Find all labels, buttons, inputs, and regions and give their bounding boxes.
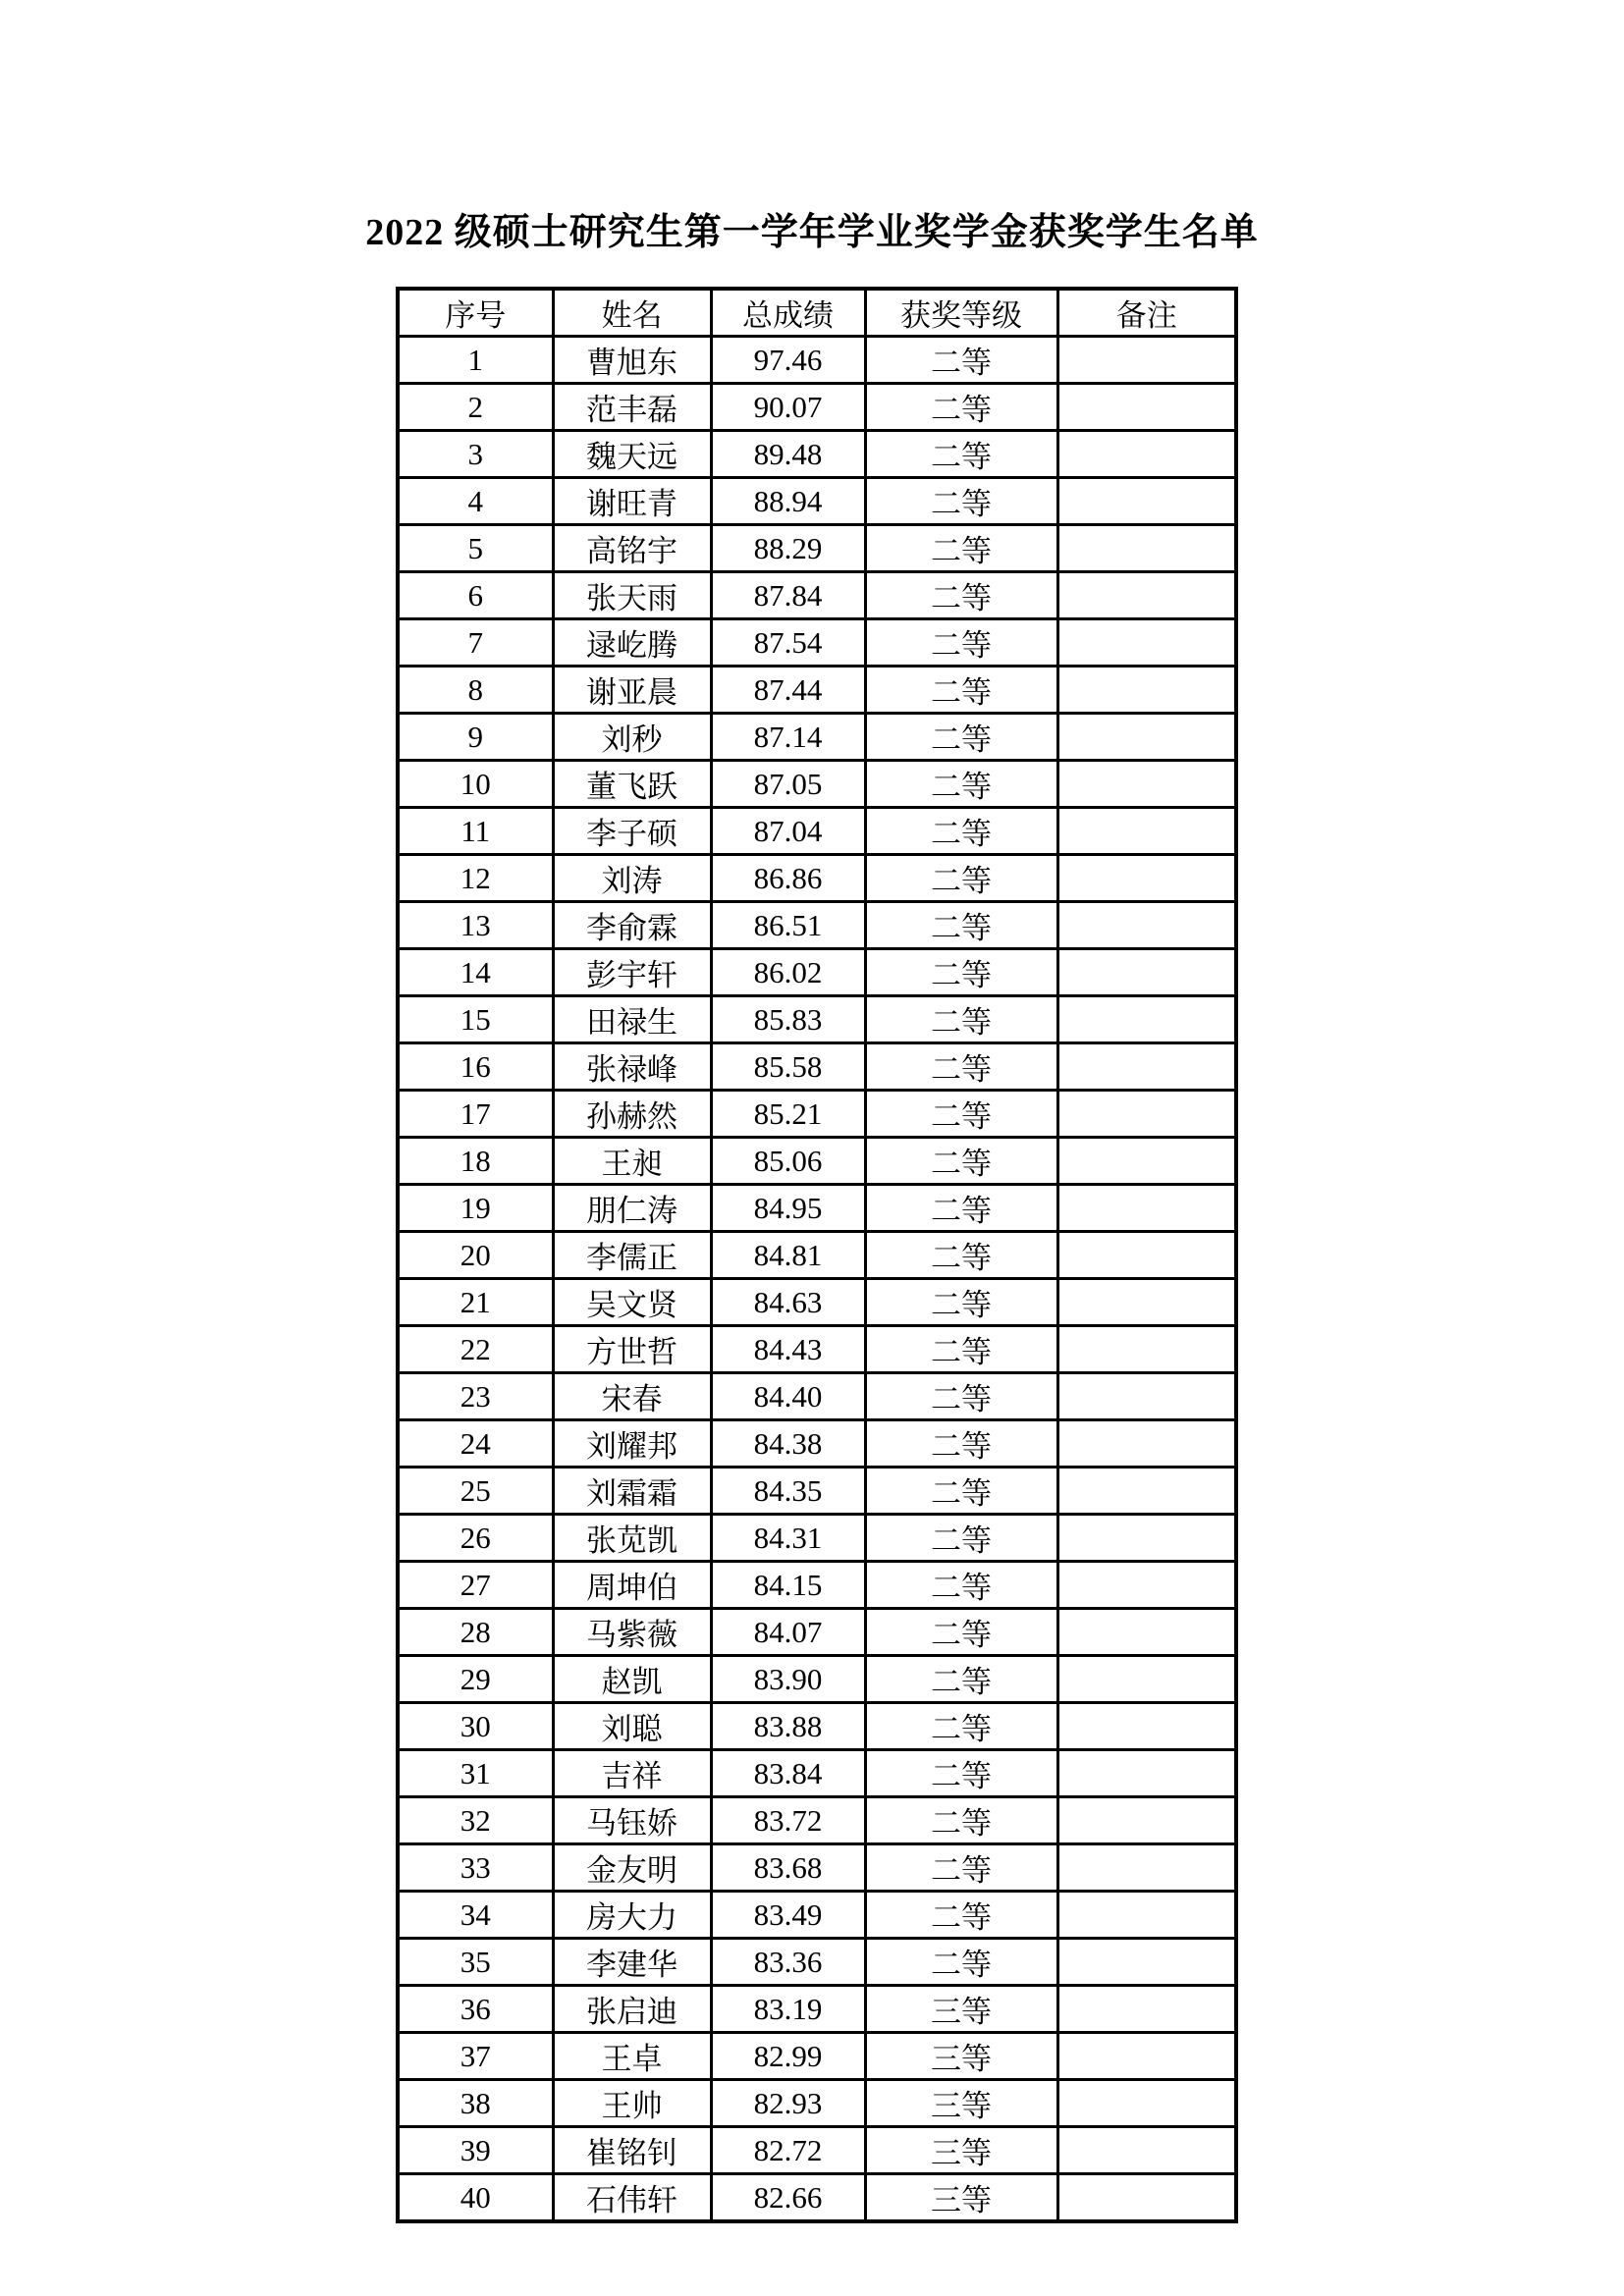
cell-level: 二等 — [865, 1609, 1057, 1656]
scholarship-table — [396, 287, 1238, 2223]
cell-remark — [1057, 1279, 1236, 1326]
table-row — [398, 1703, 1236, 1750]
cell-no: 25 — [398, 1468, 553, 1515]
cell-name: 刘聪 — [553, 1703, 711, 1750]
cell-score: 85.58 — [711, 1043, 865, 1091]
header-level: 获奖等级 — [865, 289, 1057, 337]
cell-no: 27 — [398, 1562, 553, 1609]
cell-remark — [1057, 949, 1236, 996]
cell-remark — [1057, 714, 1236, 761]
table-row — [398, 384, 1236, 431]
cell-name: 赵凯 — [553, 1656, 711, 1703]
table-row — [398, 2080, 1236, 2127]
cell-no: 6 — [398, 572, 553, 619]
cell-score: 87.04 — [711, 808, 865, 855]
cell-score: 84.15 — [711, 1562, 865, 1609]
cell-no: 34 — [398, 1892, 553, 1939]
cell-score: 84.07 — [711, 1609, 865, 1656]
cell-remark — [1057, 1750, 1236, 1797]
table-row — [398, 2033, 1236, 2080]
cell-level: 二等 — [865, 431, 1057, 478]
cell-remark — [1057, 1562, 1236, 1609]
cell-name: 张天雨 — [553, 572, 711, 619]
cell-name: 刘秒 — [553, 714, 711, 761]
table-row — [398, 1091, 1236, 1138]
cell-name: 吉祥 — [553, 1750, 711, 1797]
table-row — [398, 1373, 1236, 1420]
table-row — [398, 1750, 1236, 1797]
cell-remark — [1057, 996, 1236, 1043]
cell-score: 85.83 — [711, 996, 865, 1043]
cell-name: 李俞霖 — [553, 902, 711, 949]
cell-level: 二等 — [865, 1750, 1057, 1797]
cell-level: 二等 — [865, 1279, 1057, 1326]
cell-name: 董飞跃 — [553, 761, 711, 808]
cell-remark — [1057, 1656, 1236, 1703]
cell-no: 19 — [398, 1185, 553, 1232]
cell-remark — [1057, 808, 1236, 855]
cell-no: 22 — [398, 1326, 553, 1373]
cell-remark — [1057, 1609, 1236, 1656]
cell-name: 李建华 — [553, 1939, 711, 1986]
table-row — [398, 1562, 1236, 1609]
cell-no: 37 — [398, 2033, 553, 2080]
cell-no: 5 — [398, 525, 553, 572]
cell-level: 二等 — [865, 1939, 1057, 1986]
cell-name: 王昶 — [553, 1138, 711, 1185]
cell-no: 9 — [398, 714, 553, 761]
cell-no: 13 — [398, 902, 553, 949]
table-row — [398, 761, 1236, 808]
table-row — [398, 1844, 1236, 1892]
cell-level: 三等 — [865, 2080, 1057, 2127]
cell-level: 二等 — [865, 619, 1057, 667]
header-name: 姓名 — [553, 289, 711, 337]
cell-level: 三等 — [865, 2127, 1057, 2174]
table-row — [398, 949, 1236, 996]
header-no: 序号 — [398, 289, 553, 337]
cell-name: 张苋凯 — [553, 1515, 711, 1562]
cell-no: 18 — [398, 1138, 553, 1185]
cell-name: 崔铭钊 — [553, 2127, 711, 2174]
cell-remark — [1057, 855, 1236, 902]
cell-level: 二等 — [865, 525, 1057, 572]
cell-name: 曹旭东 — [553, 337, 711, 384]
cell-no: 29 — [398, 1656, 553, 1703]
cell-no: 4 — [398, 478, 553, 525]
cell-score: 86.86 — [711, 855, 865, 902]
cell-no: 36 — [398, 1986, 553, 2033]
table-row — [398, 1468, 1236, 1515]
cell-name: 石伟轩 — [553, 2174, 711, 2222]
cell-name: 刘耀邦 — [553, 1420, 711, 1468]
cell-score: 84.43 — [711, 1326, 865, 1373]
header-score: 总成绩 — [711, 289, 865, 337]
table-row — [398, 1609, 1236, 1656]
cell-level: 二等 — [865, 384, 1057, 431]
cell-name: 高铭宇 — [553, 525, 711, 572]
cell-level: 二等 — [865, 1326, 1057, 1373]
cell-remark — [1057, 1515, 1236, 1562]
cell-no: 39 — [398, 2127, 553, 2174]
cell-remark — [1057, 478, 1236, 525]
cell-level: 三等 — [865, 2033, 1057, 2080]
cell-level: 二等 — [865, 1844, 1057, 1892]
cell-score: 87.05 — [711, 761, 865, 808]
cell-level: 二等 — [865, 761, 1057, 808]
table-row — [398, 337, 1236, 384]
cell-level: 二等 — [865, 902, 1057, 949]
page-title: 2022 级硕士研究生第一学年学业奖学金获奖学生名单 — [365, 212, 1259, 253]
cell-level: 二等 — [865, 1892, 1057, 1939]
cell-score: 83.72 — [711, 1797, 865, 1844]
cell-score: 82.93 — [711, 2080, 865, 2127]
cell-score: 84.81 — [711, 1232, 865, 1279]
cell-score: 86.51 — [711, 902, 865, 949]
cell-no: 23 — [398, 1373, 553, 1420]
cell-score: 83.88 — [711, 1703, 865, 1750]
cell-score: 87.14 — [711, 714, 865, 761]
cell-name: 王帅 — [553, 2080, 711, 2127]
cell-name: 吴文贤 — [553, 1279, 711, 1326]
cell-level: 二等 — [865, 1232, 1057, 1279]
cell-no: 12 — [398, 855, 553, 902]
cell-name: 彭宇轩 — [553, 949, 711, 996]
cell-score: 83.49 — [711, 1892, 865, 1939]
cell-name: 宋春 — [553, 1373, 711, 1420]
cell-no: 24 — [398, 1420, 553, 1468]
cell-remark — [1057, 2080, 1236, 2127]
cell-name: 朋仁涛 — [553, 1185, 711, 1232]
cell-no: 33 — [398, 1844, 553, 1892]
cell-no: 40 — [398, 2174, 553, 2222]
cell-name: 李子硕 — [553, 808, 711, 855]
table-row — [398, 2174, 1236, 2222]
cell-name: 刘涛 — [553, 855, 711, 902]
cell-remark — [1057, 619, 1236, 667]
cell-no: 15 — [398, 996, 553, 1043]
cell-remark — [1057, 902, 1236, 949]
cell-no: 31 — [398, 1750, 553, 1797]
cell-no: 17 — [398, 1091, 553, 1138]
table-row — [398, 1279, 1236, 1326]
cell-remark — [1057, 1703, 1236, 1750]
table-row — [398, 1326, 1236, 1373]
cell-name: 逯屹腾 — [553, 619, 711, 667]
cell-score: 84.38 — [711, 1420, 865, 1468]
cell-remark — [1057, 1091, 1236, 1138]
cell-level: 三等 — [865, 1986, 1057, 2033]
cell-remark — [1057, 1844, 1236, 1892]
cell-score: 90.07 — [711, 384, 865, 431]
cell-remark — [1057, 1892, 1236, 1939]
table-row — [398, 1939, 1236, 1986]
table-row — [398, 1232, 1236, 1279]
table-row — [398, 855, 1236, 902]
cell-remark — [1057, 761, 1236, 808]
cell-score: 84.95 — [711, 1185, 865, 1232]
cell-score: 84.35 — [711, 1468, 865, 1515]
table-row — [398, 996, 1236, 1043]
cell-score: 83.90 — [711, 1656, 865, 1703]
table-row — [398, 714, 1236, 761]
cell-no: 20 — [398, 1232, 553, 1279]
cell-score: 84.40 — [711, 1373, 865, 1420]
cell-remark — [1057, 667, 1236, 714]
cell-name: 魏天远 — [553, 431, 711, 478]
cell-score: 97.46 — [711, 337, 865, 384]
cell-remark — [1057, 1939, 1236, 1986]
cell-score: 87.84 — [711, 572, 865, 619]
cell-level: 二等 — [865, 1515, 1057, 1562]
header-row — [398, 289, 1236, 337]
cell-level: 二等 — [865, 1656, 1057, 1703]
table-row — [398, 1986, 1236, 2033]
table-row — [398, 1138, 1236, 1185]
cell-name: 孙赫然 — [553, 1091, 711, 1138]
table-row — [398, 902, 1236, 949]
cell-name: 周坤伯 — [553, 1562, 711, 1609]
cell-level: 二等 — [865, 1373, 1057, 1420]
cell-remark — [1057, 2127, 1236, 2174]
table-row — [398, 1656, 1236, 1703]
cell-score: 83.19 — [711, 1986, 865, 2033]
cell-remark — [1057, 1185, 1236, 1232]
cell-score: 85.06 — [711, 1138, 865, 1185]
table-row — [398, 572, 1236, 619]
cell-remark — [1057, 384, 1236, 431]
cell-score: 82.72 — [711, 2127, 865, 2174]
cell-no: 1 — [398, 337, 553, 384]
cell-remark — [1057, 1797, 1236, 1844]
cell-level: 二等 — [865, 1703, 1057, 1750]
cell-level: 二等 — [865, 949, 1057, 996]
cell-level: 二等 — [865, 1185, 1057, 1232]
cell-level: 二等 — [865, 1468, 1057, 1515]
table-row — [398, 1892, 1236, 1939]
cell-no: 3 — [398, 431, 553, 478]
cell-remark — [1057, 2033, 1236, 2080]
cell-no: 26 — [398, 1515, 553, 1562]
cell-remark — [1057, 431, 1236, 478]
table-body — [398, 337, 1236, 2222]
table-row — [398, 1420, 1236, 1468]
cell-no: 28 — [398, 1609, 553, 1656]
cell-remark — [1057, 1373, 1236, 1420]
cell-score: 82.66 — [711, 2174, 865, 2222]
cell-remark — [1057, 572, 1236, 619]
cell-score: 85.21 — [711, 1091, 865, 1138]
cell-remark — [1057, 1468, 1236, 1515]
cell-level: 二等 — [865, 1420, 1057, 1468]
cell-no: 38 — [398, 2080, 553, 2127]
table-row — [398, 478, 1236, 525]
cell-score: 88.94 — [711, 478, 865, 525]
cell-level: 二等 — [865, 478, 1057, 525]
table-row — [398, 808, 1236, 855]
cell-score: 88.29 — [711, 525, 865, 572]
cell-name: 方世哲 — [553, 1326, 711, 1373]
cell-score: 83.36 — [711, 1939, 865, 1986]
table-row — [398, 1797, 1236, 1844]
cell-no: 10 — [398, 761, 553, 808]
cell-remark — [1057, 1986, 1236, 2033]
cell-remark — [1057, 1043, 1236, 1091]
cell-remark — [1057, 1420, 1236, 1468]
cell-level: 二等 — [865, 1562, 1057, 1609]
cell-name: 张禄峰 — [553, 1043, 711, 1091]
cell-level: 二等 — [865, 1138, 1057, 1185]
table-row — [398, 619, 1236, 667]
cell-name: 马钰娇 — [553, 1797, 711, 1844]
cell-remark — [1057, 337, 1236, 384]
cell-score: 84.63 — [711, 1279, 865, 1326]
cell-score: 82.99 — [711, 2033, 865, 2080]
cell-score: 83.84 — [711, 1750, 865, 1797]
table-row — [398, 2127, 1236, 2174]
table-row — [398, 431, 1236, 478]
cell-no: 21 — [398, 1279, 553, 1326]
cell-score: 84.31 — [711, 1515, 865, 1562]
cell-level: 二等 — [865, 1091, 1057, 1138]
cell-level: 二等 — [865, 855, 1057, 902]
cell-score: 83.68 — [711, 1844, 865, 1892]
cell-level: 二等 — [865, 808, 1057, 855]
cell-name: 刘霜霜 — [553, 1468, 711, 1515]
cell-remark — [1057, 2174, 1236, 2222]
cell-level: 二等 — [865, 996, 1057, 1043]
cell-name: 田禄生 — [553, 996, 711, 1043]
table-row — [398, 1515, 1236, 1562]
cell-remark — [1057, 1232, 1236, 1279]
cell-no: 14 — [398, 949, 553, 996]
header-remark: 备注 — [1057, 289, 1236, 337]
cell-name: 谢旺青 — [553, 478, 711, 525]
table-row — [398, 525, 1236, 572]
cell-no: 30 — [398, 1703, 553, 1750]
cell-name: 谢亚晨 — [553, 667, 711, 714]
cell-name: 金友明 — [553, 1844, 711, 1892]
cell-level: 二等 — [865, 337, 1057, 384]
cell-name: 马紫薇 — [553, 1609, 711, 1656]
cell-level: 二等 — [865, 1797, 1057, 1844]
cell-no: 7 — [398, 619, 553, 667]
cell-level: 二等 — [865, 667, 1057, 714]
cell-level: 三等 — [865, 2174, 1057, 2222]
cell-no: 8 — [398, 667, 553, 714]
cell-no: 2 — [398, 384, 553, 431]
cell-level: 二等 — [865, 572, 1057, 619]
cell-no: 32 — [398, 1797, 553, 1844]
cell-remark — [1057, 1326, 1236, 1373]
cell-name: 房大力 — [553, 1892, 711, 1939]
cell-score: 87.54 — [711, 619, 865, 667]
table-row — [398, 1185, 1236, 1232]
cell-remark — [1057, 525, 1236, 572]
cell-score: 86.02 — [711, 949, 865, 996]
cell-name: 李儒正 — [553, 1232, 711, 1279]
cell-name: 张启迪 — [553, 1986, 711, 2033]
cell-remark — [1057, 1138, 1236, 1185]
cell-no: 35 — [398, 1939, 553, 1986]
table-header — [398, 289, 1236, 337]
cell-level: 二等 — [865, 1043, 1057, 1091]
cell-score: 87.44 — [711, 667, 865, 714]
cell-name: 范丰磊 — [553, 384, 711, 431]
table-row — [398, 1043, 1236, 1091]
cell-level: 二等 — [865, 714, 1057, 761]
cell-no: 16 — [398, 1043, 553, 1091]
cell-name: 王卓 — [553, 2033, 711, 2080]
cell-score: 89.48 — [711, 431, 865, 478]
table-row — [398, 667, 1236, 714]
cell-no: 11 — [398, 808, 553, 855]
